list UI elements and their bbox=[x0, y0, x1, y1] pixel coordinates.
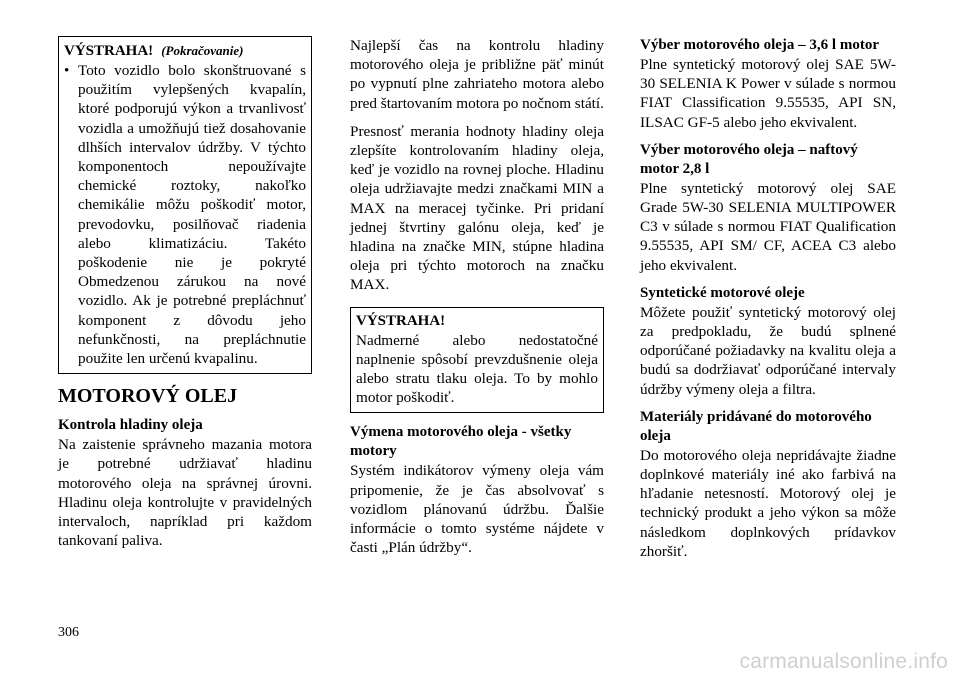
warning-list-item bbox=[64, 61, 306, 368]
bullet-icon: • bbox=[64, 62, 70, 79]
section-title: MOTOROVÝ OLEJ bbox=[58, 385, 238, 408]
warning-item-text: Toto vozidlo bolo skonštruované s použitím vylepšených kvapalín, ktoré podporujú výkon a trvanlivosť vozidla a umožňujú tiež dosahovanie dlhších intervalov údržby. V týchto komponentoch nepoužívajte chemické roztoky, nakoľko chemikálie môžu poškodiť motor, prevodovku, posilňovač riadenia alebo klimatizáciu. Takéto poškodenie nie je pokryté Obmedzenou zárukou na nové vozidlo. Ak je potrebné prepláchnuť komponent z dôvodu jeho nefunkčnosti, na prepláchnutie použite len určenú kvapalinu. bbox=[78, 62, 306, 368]
warning-title bbox=[64, 41, 306, 61]
paragraph-oil-additives: Do motorového oleja nepridávajte žiadne doplnkové materiály iné ako farbivá na hľadanie netesností. Motorový olej je technický produkt a jeho výkon sa môže následkom doplnkových prídavkov zhoršiť. bbox=[640, 446, 896, 560]
paragraph-accuracy: Presnosť merania hodnoty hladiny oleja zlepšíte kontrolovaním hladiny oleja, keď je vozidlo na rovnej ploche. Hladinu oleja udržiavajte medzi značkami MIN a MAX na meracej tyčinke. Pri pridaní jednej štvrtiny galónu oleja, keď je hladina na značke MIN, stúpne hladina oleja pri týchto motoroch na značku MAX. bbox=[350, 122, 604, 294]
paragraph-oil-selection-petrol: Plne syntetický motorový olej SAE 5W-30 SELENIA K Power v súlade s normou FIAT Classification 9.55535, API SN, ILSAC GF-5 alebo jeho ekvivalent. bbox=[640, 56, 896, 131]
paragraph-best-time: Najlepší čas na kontrolu hladiny motorového oleja je približne päť minút po vypnutí plne zahriateho motora alebo pred štartovaním motora po nočnom státí. bbox=[350, 37, 604, 112]
paragraph-oil-selection-diesel: Plne syntetický motorový olej SAE Grade 5W-30 SELENIA MULTIPOWER C3 v súlade s normou FIAT Qualification 9.55535, API SM/ CF, ACEA C3 alebo jeho ekvivalent. bbox=[640, 179, 896, 274]
paragraph-oil-change: Systém indikátorov výmeny oleja vám pripomenie, že je čas absolvovať s vozidlom plánovanú údržbu. Ďalšie informácie o tomto systéme nájdete v časti „Plán údržby“. bbox=[350, 462, 604, 557]
column-middle bbox=[350, 36, 604, 557]
heading-oil-selection-petrol: Výber motorového oleja – 3,6 l motor bbox=[640, 37, 879, 53]
heading-oil-additives: Materiály pridávané do motorového oleja bbox=[640, 408, 872, 444]
paragraph-oil-level: Na zaistenie správneho mazania motora je potrebné udržiavať hladinu motorového oleja na správnej úrovni. Hladinu oleja kontrolujte v pravidelných intervaloch, napríklad pri každom tankovaní paliva. bbox=[58, 436, 312, 550]
heading-oil-change: Výmena motorového oleja - všetky motory bbox=[350, 424, 572, 460]
warning-label: VÝSTRAHA! bbox=[64, 43, 154, 59]
warning-title: VÝSTRAHA! bbox=[356, 312, 446, 329]
column-right bbox=[640, 36, 896, 561]
warning-text: Nadmerné alebo nedostatočné naplnenie spôsobí prevzdušnenie oleja alebo stratu tlaku oleja. To by mohlo motor poškodiť. bbox=[356, 331, 598, 407]
warning-box-overfill bbox=[350, 307, 604, 414]
subheading-oil-level: Kontrola hladiny oleja bbox=[58, 417, 203, 434]
heading-oil-selection-diesel: Výber motorového oleja – naftový motor 2,8 l bbox=[640, 141, 858, 177]
warning-continued-label: (Pokračovanie) bbox=[161, 43, 244, 58]
column-left bbox=[58, 36, 312, 550]
warning-box-continued bbox=[58, 36, 312, 374]
warning-list bbox=[64, 61, 306, 368]
page-number: 306 bbox=[58, 625, 79, 640]
watermark: carmanualsonline.info bbox=[739, 650, 948, 673]
heading-synthetic-oils: Syntetické motorové oleje bbox=[640, 284, 805, 301]
paragraph-synthetic-oils: Môžete použiť syntetický motorový olej za predpokladu, že budú splnené odporúčané požiadavky na kvalitu oleja a budú sa dodržiavať odporúčané intervaly údržby výmeny oleja a filtra. bbox=[640, 303, 896, 398]
